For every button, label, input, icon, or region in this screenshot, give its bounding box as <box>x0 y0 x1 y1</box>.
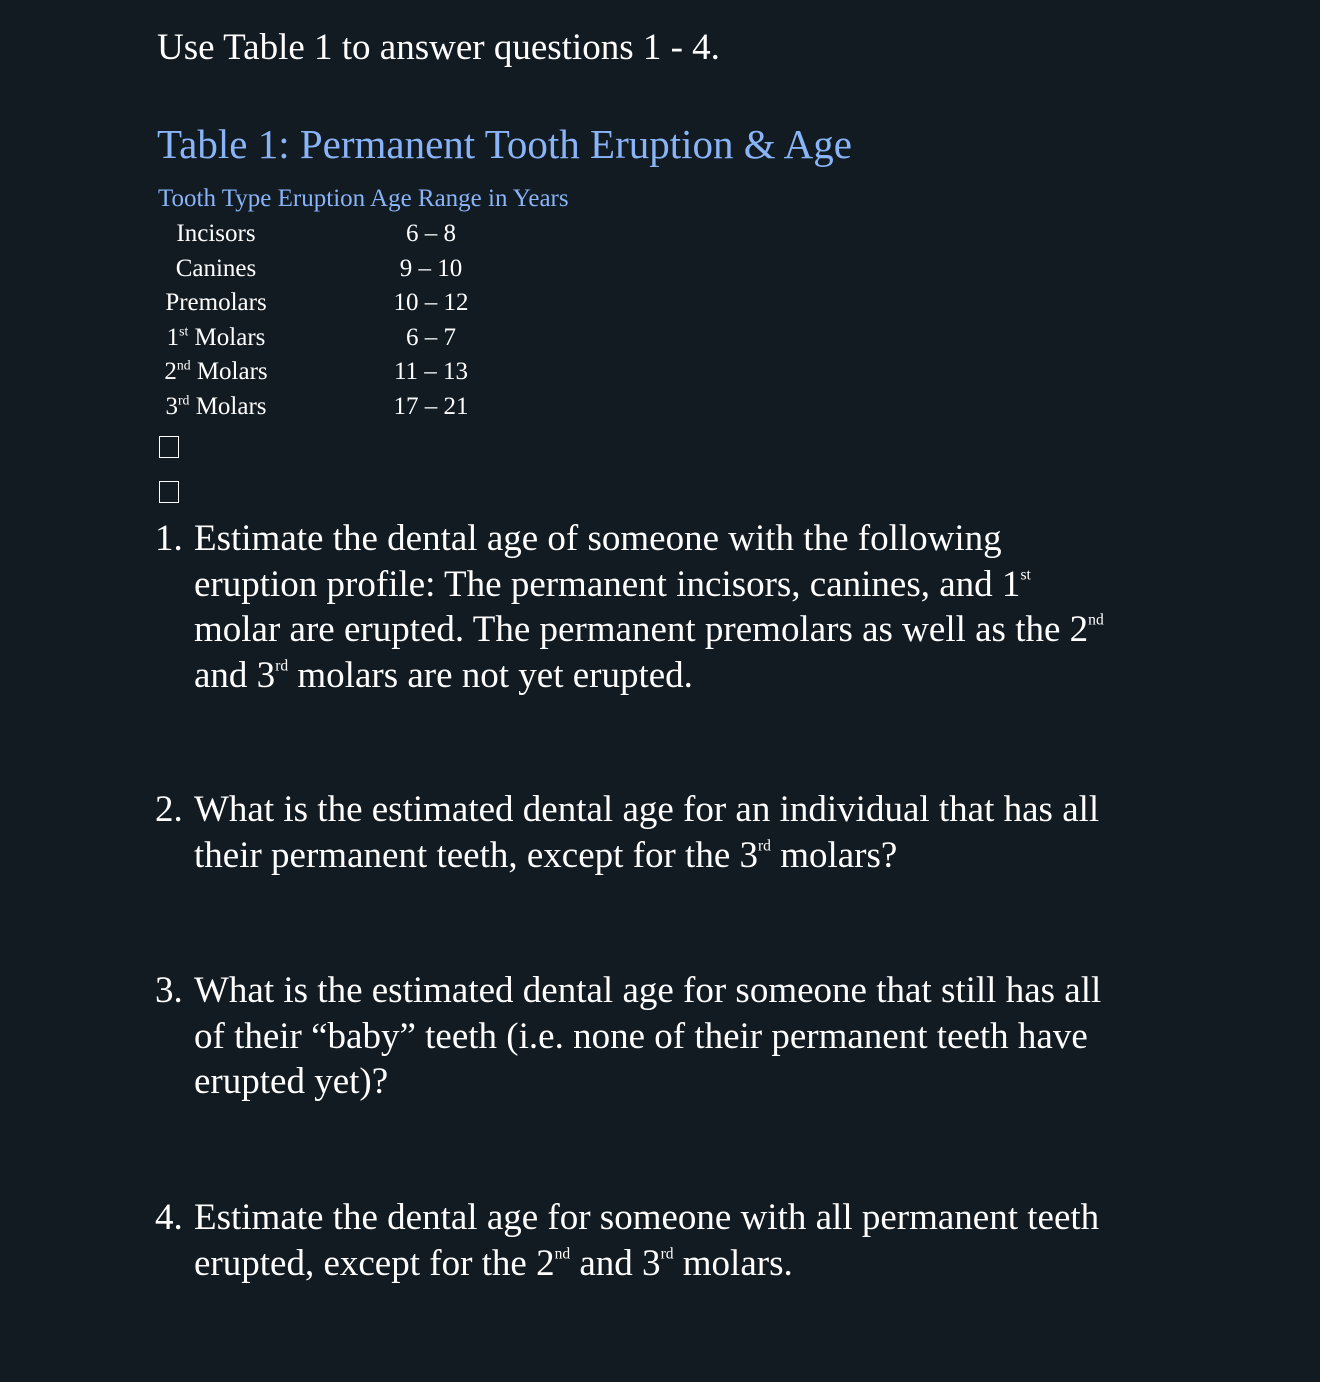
tooth-cell: 1st Molars <box>166 322 266 351</box>
range-cell: 9 – 10 <box>399 254 463 282</box>
header-eruption-range: Eruption Age Range in Years <box>277 185 569 212</box>
tooth-cell: Incisors <box>176 220 256 247</box>
header-tooth-type: Tooth Type <box>158 185 272 212</box>
range-cell: 17 – 21 <box>393 392 469 420</box>
table-row <box>0 321 600 356</box>
checkbox-placeholder-icon <box>159 436 179 458</box>
question-text: Estimate the dental age for someone with all permanent teeth erupted, except for the 2nd and 3rd molars. <box>194 1197 1100 1284</box>
table-row <box>0 217 600 252</box>
tooth-cell: 2nd Molars <box>164 357 268 385</box>
range-cell: 6 – 7 <box>406 323 456 351</box>
range-cell: 10 – 12 <box>393 289 469 316</box>
checkbox-placeholder-icon <box>159 481 179 503</box>
range-cell: 6 – 8 <box>406 220 456 247</box>
question-text: What is the estimated dental age for an individual that has all their permanent teeth, except for the 3rd molars? <box>194 789 1100 876</box>
eruption-table <box>0 217 600 424</box>
question-text: What is the estimated dental age for someone that still has all of their “baby” teeth (i.e. none of their permanent teeth have erupted yet)? <box>194 970 1102 1102</box>
question-2 <box>155 787 1255 878</box>
question-1 <box>155 516 1255 698</box>
tooth-cell: Canines <box>175 254 257 282</box>
table-header <box>158 183 569 215</box>
tooth-cell: Premolars <box>165 289 267 316</box>
table-row <box>0 252 600 287</box>
question-3 <box>155 968 1255 1105</box>
question-number: 3. <box>155 970 183 1011</box>
table-title: Table 1: Permanent Tooth Eruption & Age <box>157 121 852 167</box>
question-4 <box>155 1195 1255 1286</box>
range-cell: 11 – 13 <box>393 358 469 385</box>
instructions-text: Use Table 1 to answer questions 1 - 4. <box>157 27 720 68</box>
question-number: 4. <box>155 1197 183 1238</box>
table-row <box>0 390 600 425</box>
tooth-cell: 3rd Molars <box>165 391 267 420</box>
table-row <box>0 286 600 321</box>
table-row <box>0 355 600 390</box>
question-number: 1. <box>155 518 183 559</box>
question-text: Estimate the dental age of someone with the following eruption profile: The permanent incisors, canines, and 1st molar are erupted. The permanent premolars as well as the 2nd and 3rd molars are not yet erupted. <box>194 518 1104 696</box>
question-number: 2. <box>155 789 183 830</box>
